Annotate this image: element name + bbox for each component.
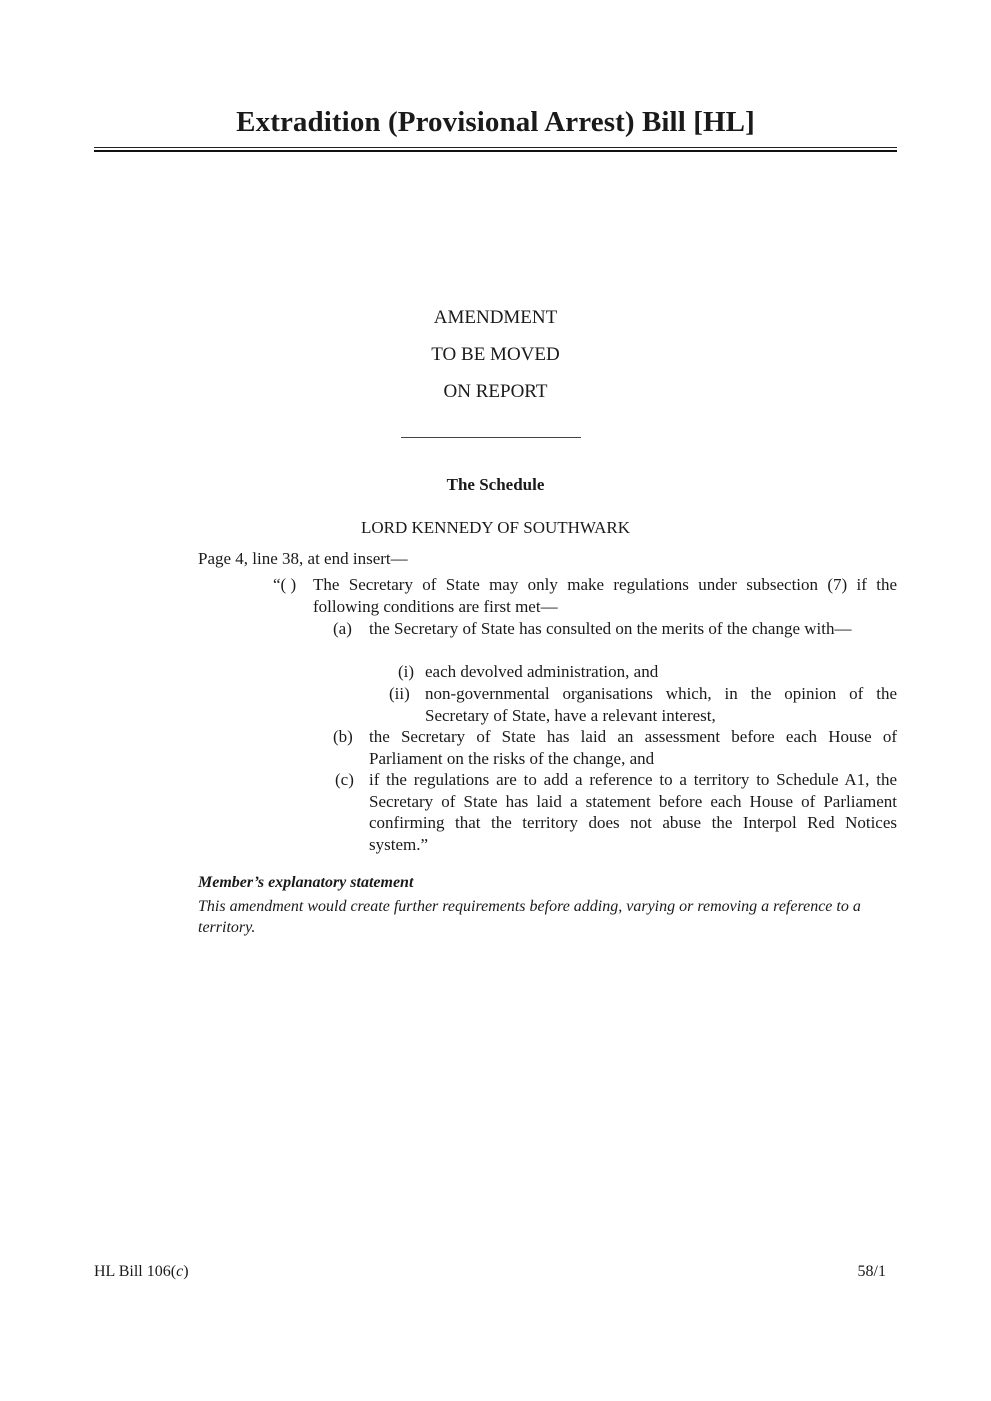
- subparagraph-i-text: each devolved administration, and: [425, 662, 659, 681]
- subparagraph-i-label: (i): [398, 662, 415, 681]
- schedule-heading: The Schedule: [446, 475, 545, 494]
- member-name: LORD KENNEDY OF SOUTHWARK: [360, 518, 630, 537]
- paragraph-a-text: the Secretary of State has consulted on the merits of the change with—: [369, 619, 852, 638]
- paragraph-c-label: (c): [335, 770, 354, 789]
- paragraph-b-text: the Secretary of State has laid an assessment before each House of Parliament on the risks of the change, and: [369, 727, 897, 768]
- paragraph-b-label: (b): [333, 727, 353, 746]
- paragraph-a-label: (a): [333, 619, 352, 638]
- heading-line-3: ON REPORT: [443, 381, 548, 402]
- bill-number-prefix: HL Bill 106(: [94, 1263, 177, 1280]
- bill-number: [94, 1263, 189, 1281]
- title-divider-thin: [94, 147, 897, 148]
- amendment-intro: The Secretary of State may only make regulations under subsection (7) if the following conditions are first met—: [313, 575, 897, 616]
- amendment-heading: [300, 305, 691, 416]
- page-number: 58/1: [857, 1263, 886, 1280]
- subparagraph-ii-text: non-governmental organisations which, in the opinion of the Secretary of State, have a relevant interest,: [425, 684, 897, 725]
- section-divider: [401, 437, 581, 438]
- page-reference: Page 4, line 38, at end insert—: [198, 549, 408, 568]
- heading-line-2: TO BE MOVED: [431, 344, 560, 365]
- subparagraph-ii-label: (ii): [389, 684, 410, 703]
- explanatory-statement-body: This amendment would create further requirements before adding, varying or removing a reference to a territory.: [198, 898, 861, 936]
- paragraph-c-text: if the regulations are to add a reference to a territory to Schedule A1, the Secretary of State has laid a statement before each House of Parliament confirming that the territory does not abuse the Interpol Red Notices system.”: [369, 770, 897, 854]
- explanatory-statement-title: Member’s explanatory statement: [198, 874, 414, 891]
- amendment-marker: “( ): [273, 575, 297, 594]
- document-title: Extradition (Provisional Arrest) Bill [HL]: [236, 106, 755, 138]
- heading-line-1: AMENDMENT: [433, 307, 558, 328]
- title-divider-thick: [94, 150, 897, 152]
- bill-number-close: ): [183, 1263, 189, 1280]
- bill-number-suffix: c: [176, 1263, 184, 1280]
